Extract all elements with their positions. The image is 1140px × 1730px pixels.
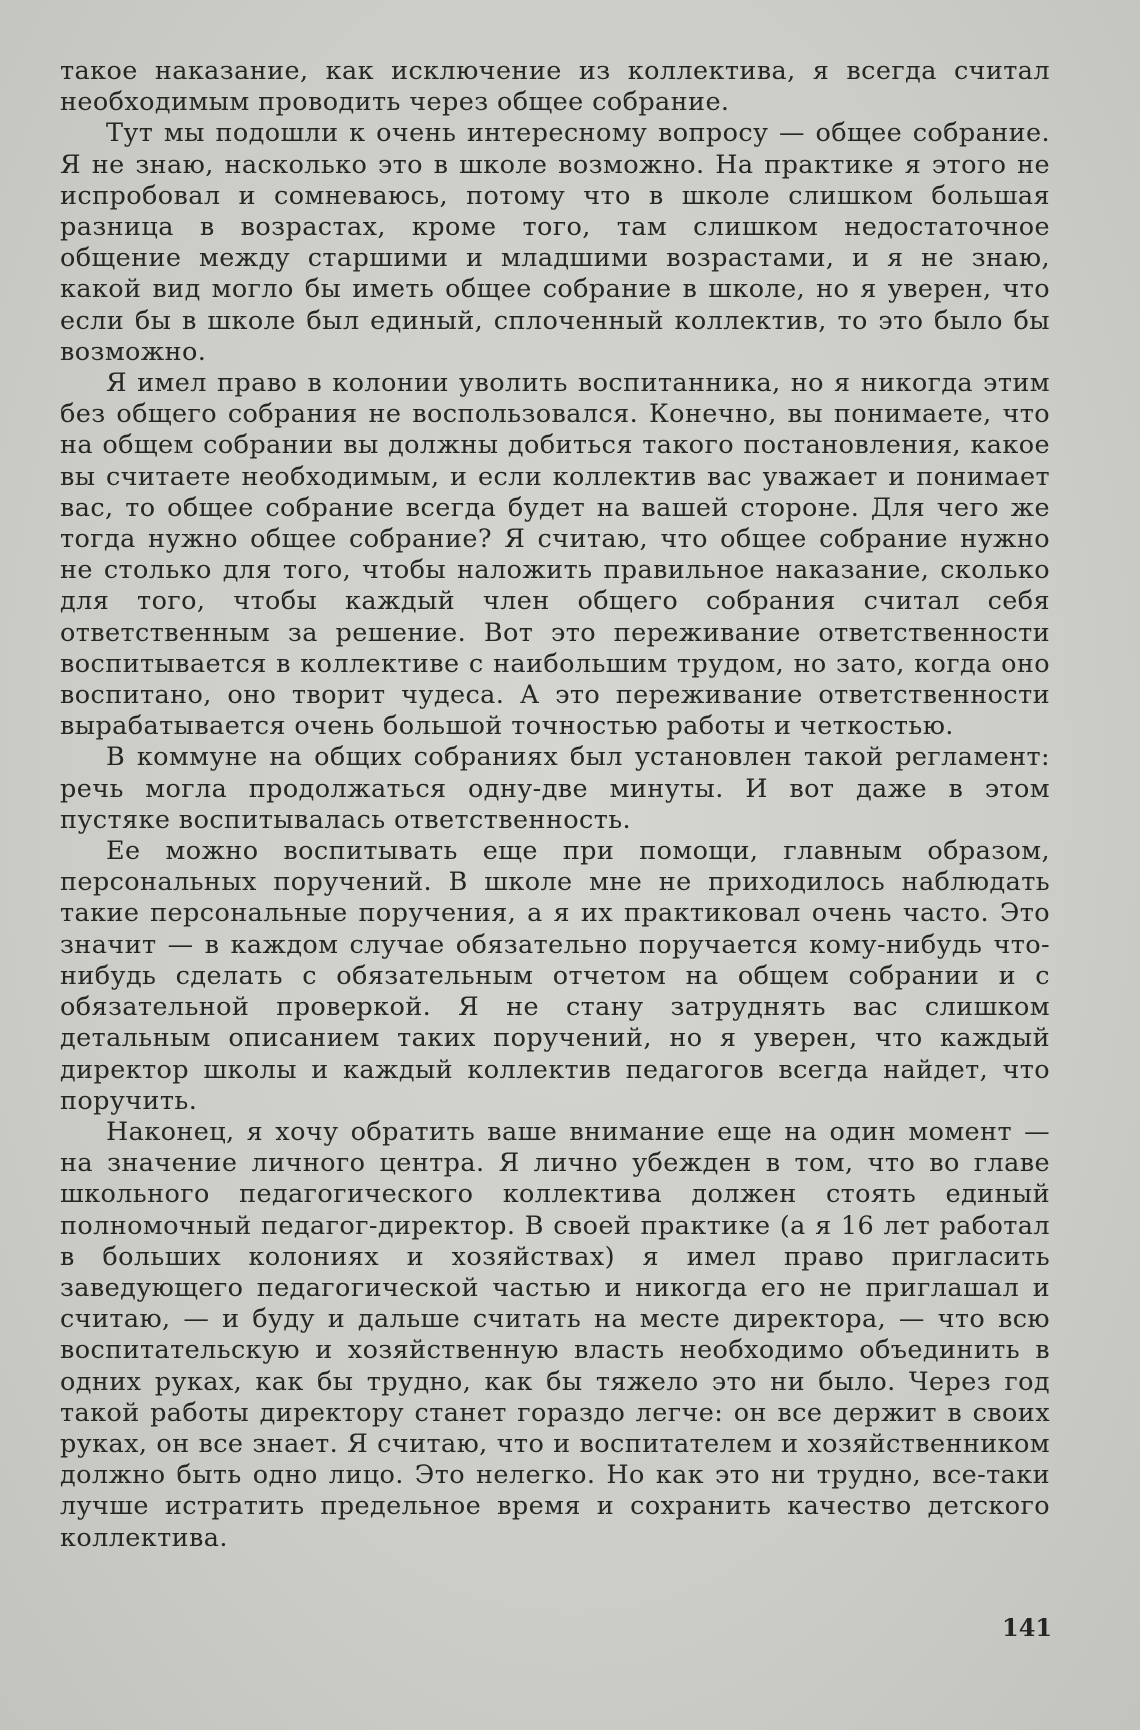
page-text — [60, 56, 1050, 1554]
paragraph-6: Наконец, я хочу обратить ваше внимание еще на один момент — на значение личного центра. Я лично убежден в том, что во главе школьного педагогического коллектива должен стоять единый полномочный педагог-директор. В своей практике (а я 16 лет работал в больших колониях и хозяйствах) я имел право пригласить заведующего педагогической частью и никогда его не приглашал и считаю, — и буду и дальше считать на месте директора, — что всю воспитательскую и хозяйственную власть необходимо объединить в одних руках, как бы трудно, как бы тяжело это ни было. Через год такой работы директору станет гораздо легче: он все держит в своих руках, он все знает. Я считаю, что и воспитателем и хозяйственником должно быть одно лицо. Это нелегко. Но как это ни трудно, все-таки лучше истратить предельное время и сохранить качество детского коллектива. — [60, 1116, 1050, 1553]
paragraph-4: В коммуне на общих собраниях был установлен такой регламент: речь могла продолжаться одну-две минуты. И вот даже в этом пустяке воспитывалась ответственность. — [60, 742, 1050, 835]
page-number: 141 — [1002, 1613, 1053, 1642]
paragraph-3: Я имел право в колонии уволить воспитанника, но я никогда этим без общего собрания не воспользовался. Конечно, вы понимаете, что на общем собрании вы должны добиться такого постановления, какое вы считаете необходимым, и если коллектив вас уважает и понимает вас, то общее собрание всегда будет на вашей стороне. Для чего же тогда нужно общее собрание? Я считаю, что общее собрание нужно не столько для того, чтобы наложить правильное наказание, сколько для того, чтобы каждый член общего собрания считал себя ответственным за решение. Вот это переживание ответственности воспитывается в коллективе с наибольшим трудом, но зато, когда оно воспитано, оно творит чудеса. А это переживание ответственности вырабатывается очень большой точностью работы и четкостью. — [60, 368, 1050, 742]
paragraph-2: Тут мы подошли к очень интересному вопросу — общее собрание. Я не знаю, насколько это в школе возможно. На практике я этого не испробовал и сомневаюсь, потому что в школе слишком большая разница в возрастах, кроме того, там слишком недостаточное общение между старшими и младшими возрастами, и я не знаю, какой вид могло бы иметь общее собрание в школе, но я уверен, что если бы в школе был единый, сплоченный коллектив, то это было бы возможно. — [60, 118, 1050, 367]
paragraph-5: Ее можно воспитывать еще при помощи, главным образом, персональных поручений. В школе мне не приходилось наблюдать такие персональные поручения, а я их практиковал очень часто. Это значит — в каждом случае обязательно поручается кому-нибудь что-нибудь сделать с обязательным отчетом на общем собрании и с обязательной проверкой. Я не стану затруднять вас слишком детальным описанием таких поручений, но я уверен, что каждый директор школы и каждый коллектив педагогов всегда найдет, что поручить. — [60, 836, 1050, 1116]
paragraph-1: такое наказание, как исключение из коллектива, я всегда считал необходимым проводить через общее собрание. — [60, 56, 1050, 118]
